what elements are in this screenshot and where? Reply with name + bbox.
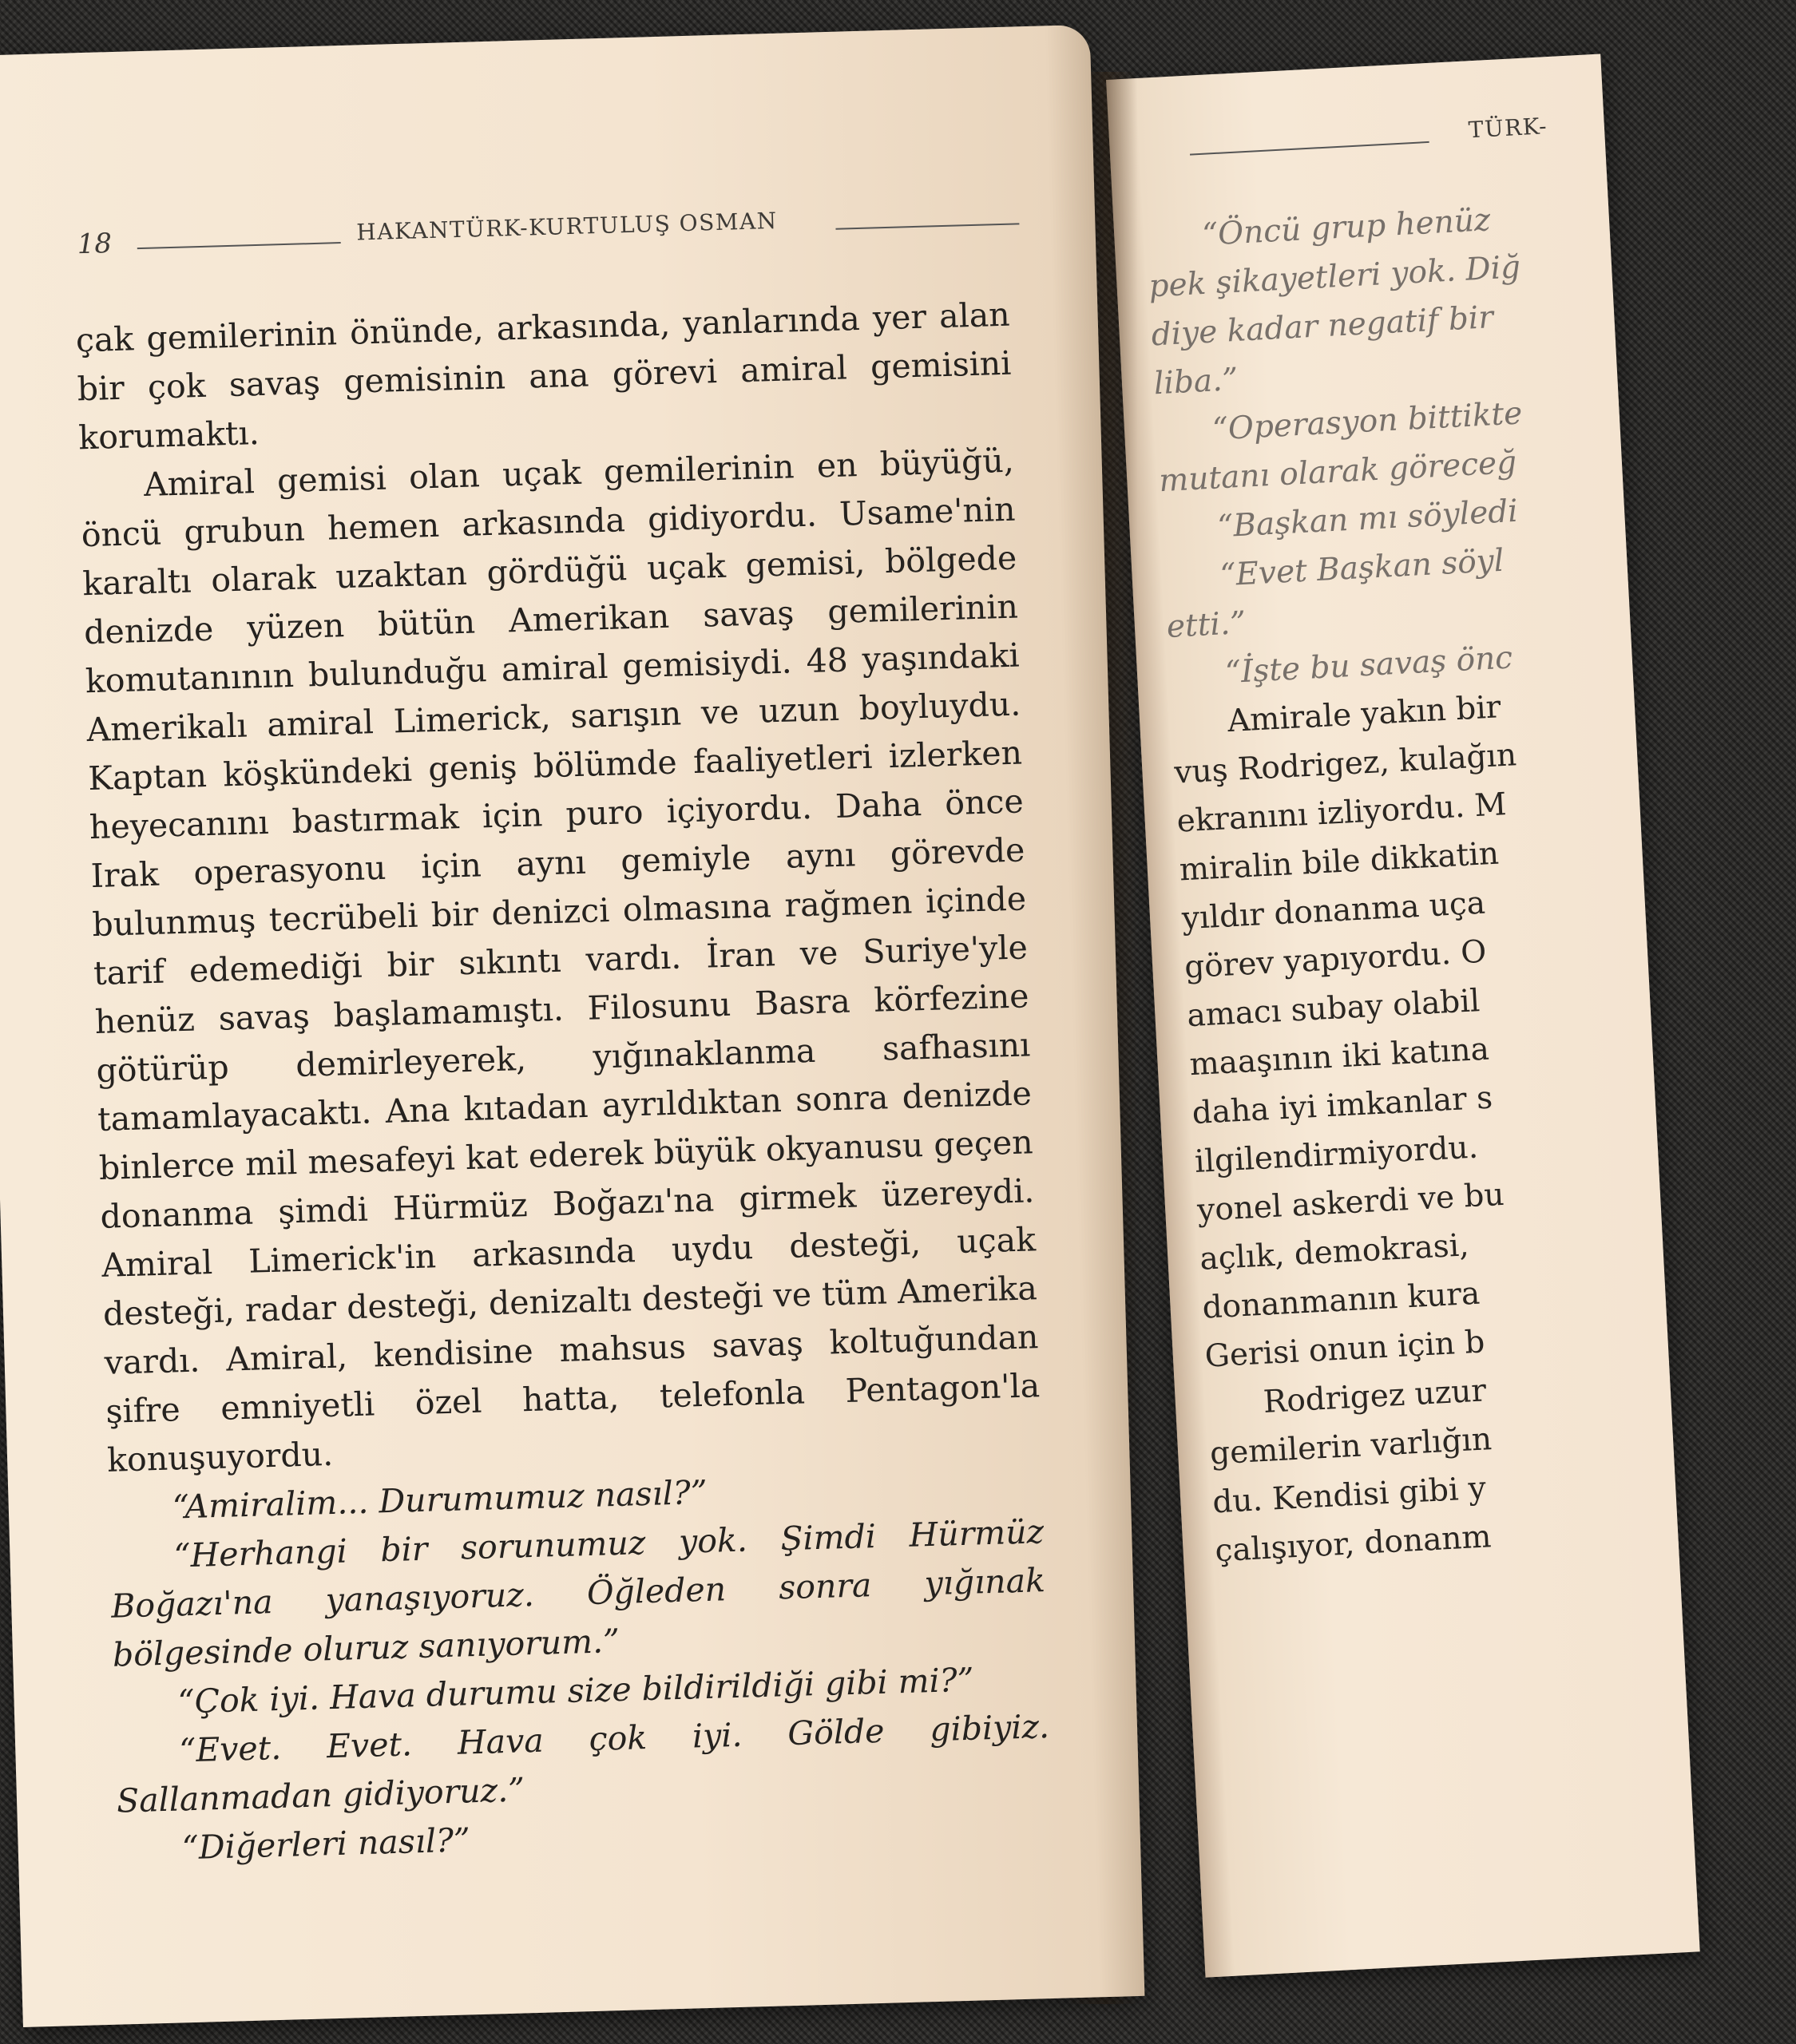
text-line: donanmanın kura bbox=[1201, 1275, 1481, 1326]
text-line: yonel askerdi ve bu bbox=[1196, 1176, 1505, 1229]
text-line: maaşının iki katına bbox=[1188, 1031, 1490, 1083]
text-line: miralin bile dikkatin bbox=[1178, 835, 1500, 889]
text-line: “Operasyon bittikte bbox=[1211, 395, 1524, 448]
text-line: “Öncü grup henüz bbox=[1201, 202, 1492, 253]
right-running-head bbox=[1156, 101, 1605, 172]
page-number: 18 bbox=[77, 228, 113, 261]
dialog-paragraph: “Amiralim... Durumumuz nasıl?” bbox=[172, 1472, 708, 1527]
right-page-text bbox=[1145, 184, 1774, 1575]
left-page bbox=[0, 25, 1144, 2027]
text-line: yıldır donanma uça bbox=[1180, 885, 1487, 937]
text-line: “İşte bu savaş önc bbox=[1223, 640, 1514, 691]
text-line: etti.” bbox=[1165, 604, 1247, 645]
text-line: Gerisi onun için b bbox=[1203, 1324, 1486, 1375]
right-running-head-title: TÜRK- bbox=[1468, 113, 1548, 144]
dialog-paragraph: “Diğerleri nasıl?” bbox=[181, 1820, 471, 1868]
left-running-head bbox=[77, 194, 1020, 268]
text-line: daha iyi imkanlar s bbox=[1191, 1079, 1494, 1132]
dialog-paragraph: “Evet. Evet. Hava çok iyi. Gölde gibiyiz. Sallanmadan gidiyoruz.” bbox=[116, 1707, 1050, 1820]
text-line: mutanı olarak göreceğ bbox=[1158, 444, 1518, 500]
text-line: amacı subay olabil bbox=[1186, 983, 1481, 1035]
dialog-paragraph: “Çok iyi. Hava durumu size bildirildiği gibi mi?” bbox=[176, 1660, 975, 1721]
text-line: pek şikayetleri yok. Diğ bbox=[1148, 249, 1522, 305]
running-head-title: HAKANTÜRK-KURTULUŞ OSMAN bbox=[355, 207, 779, 246]
running-head-rule bbox=[137, 242, 341, 249]
text-line: Rodrigez uzur bbox=[1262, 1373, 1488, 1420]
body-paragraph: Amiral gemisi olan uçak gemilerinin en büyüğü, öncü grubun hemen arkasında gidiyordu. Usame'nin karaltı olarak uzaktan gördüğü uçak gemisi, bölgede denizde yüzen bütün Amerikan savaş gemilerinin komutanının bulunduğu amiral gemisiydi. 48 yaşındaki Amerikalı amiral Limerick, sarışın ve uzun boyluydu. Kaptan köşkündeki geniş bölümde faaliyetleri izlerken heyecanını bastırmak için puro içiyordu. Daha önce Irak operasyonu için aynı gemiyle aynı görevde bulunmuş tecrübeli bir denizci olmasına rağmen içinde tarif edemediği bir sıkıntı vardı. İran ve Suriye'yle henüz savaş başlamamıştı. Filosunu Basra körfezine götürüp demirleyerek, yığınaklanma safhasını tamamlayacaktı. Ana kıtadan ayrıldıktan sonra denizde binlerce mil mesafeyi kat ederek büyük okyanusu geçen donanma şimdi Hürmüz Boğazı'na girmek üzereydi. Amiral Limerick'in arkasında uydu desteği, uçak desteği, radar desteği, denizaltı desteği ve tüm Amerika vardı. Amiral, kendisine mahsus savaş koltuğundan şifre emniyetli özel hatta, telefonla Pentagon'la konuşuyordu. bbox=[81, 441, 1041, 1480]
text-line: du. Kendisi gibi y bbox=[1211, 1470, 1487, 1521]
dialog-paragraph: “Herhangi bir sorunumuz yok. Şimdi Hürmüz Boğazı'na yanaşıyoruz. Öğleden sonra yığınak bölgesinde oluruz sanıyorum.” bbox=[110, 1512, 1046, 1674]
text-line: “Başkan mı söyledi bbox=[1216, 493, 1519, 545]
text-line: ekranını izliyordu. M bbox=[1176, 786, 1508, 840]
text-line: ilgilendirmiyordu. bbox=[1193, 1129, 1480, 1181]
body-paragraph: çak gemilerinin önünde, arkasında, yanlarında yer alan bir çok savaş gemisinin ana görevi amiral gemisini korumaktı. bbox=[75, 295, 1012, 458]
running-head-rule bbox=[1190, 141, 1429, 156]
text-line: çalışıyor, donanm bbox=[1214, 1519, 1493, 1570]
text-line: görev yapıyordu. O bbox=[1183, 933, 1488, 986]
text-line: açlık, demokrasi, bbox=[1199, 1227, 1470, 1278]
running-head-rule bbox=[835, 223, 1019, 229]
text-line: diye kadar negatif bir bbox=[1150, 299, 1494, 354]
text-line: “Evet Başkan söyl bbox=[1219, 542, 1505, 594]
right-page bbox=[1106, 54, 1700, 1978]
text-line: vuş Rodrigez, kulağın bbox=[1173, 737, 1518, 791]
left-page-text bbox=[75, 291, 1053, 1875]
text-line: gemilerin varlığın bbox=[1209, 1421, 1493, 1472]
text-line: liba.” bbox=[1152, 361, 1239, 402]
text-line: Amirale yakın bir bbox=[1227, 689, 1502, 740]
